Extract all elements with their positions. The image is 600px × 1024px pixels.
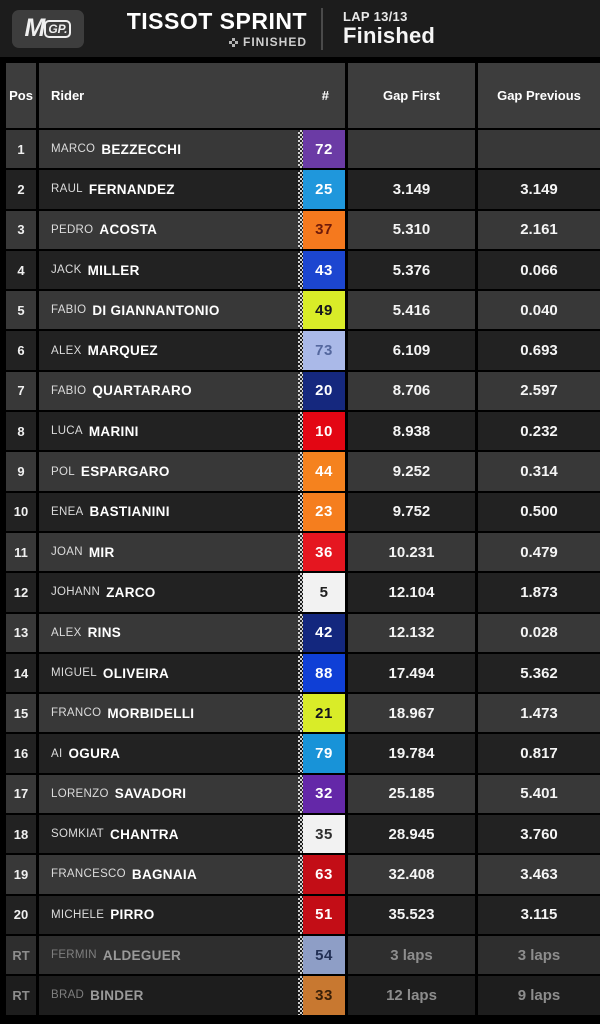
- gap-previous-value: 0.500: [478, 493, 600, 531]
- rider-first-name: JOAN: [51, 546, 83, 559]
- rider-number-value: 54: [303, 936, 345, 974]
- rider-number-plate: [298, 211, 345, 249]
- rider-number-value: 21: [303, 694, 345, 732]
- rider-cell: [39, 936, 345, 974]
- checkered-flag-icon: [229, 38, 238, 47]
- rider-first-name: ALEX: [51, 626, 82, 639]
- rider-first-name: MICHELE: [51, 908, 105, 921]
- rider-last-name: QUARTARARO: [92, 383, 192, 399]
- rider-first-name: ENEA: [51, 505, 84, 518]
- rider-first-name: FRANCO: [51, 707, 102, 720]
- rider-number-plate: [298, 855, 345, 893]
- rider-number-plate: [298, 251, 345, 289]
- rider-number-plate: [298, 412, 345, 450]
- rider-number-value: 20: [303, 372, 345, 410]
- position-value: 1: [6, 130, 36, 168]
- column-header-rider-label: Rider: [51, 88, 85, 103]
- rider-number-plate: [298, 775, 345, 813]
- position-value: 16: [6, 734, 36, 772]
- result-row[interactable]: [0, 573, 600, 611]
- position-value: 7: [6, 372, 36, 410]
- result-row[interactable]: [0, 734, 600, 772]
- result-row[interactable]: [0, 130, 600, 168]
- rider-number-plate: [298, 936, 345, 974]
- gap-first-value: 8.706: [348, 372, 475, 410]
- table-header-row: [0, 63, 600, 128]
- position-value: RT: [6, 976, 36, 1014]
- rider-cell: [39, 331, 345, 369]
- gap-first-value: [348, 130, 475, 168]
- rider-first-name: MARCO: [51, 143, 96, 156]
- gap-first-value: 5.310: [348, 211, 475, 249]
- rider-number-plate: [298, 654, 345, 692]
- header-divider: [321, 8, 323, 50]
- gap-previous-value: [478, 130, 600, 168]
- motogp-logo-m: M: [24, 14, 44, 42]
- gap-previous-value: 0.479: [478, 533, 600, 571]
- result-row[interactable]: [0, 936, 600, 974]
- rider-cell: [39, 533, 345, 571]
- rider-last-name: FERNANDEZ: [88, 181, 175, 197]
- gap-previous-value: 3.115: [478, 896, 600, 934]
- position-value: 11: [6, 533, 36, 571]
- rider-first-name: LUCA: [51, 425, 83, 438]
- gap-previous-value: 0.066: [478, 251, 600, 289]
- rider-last-name: MORBIDELLI: [107, 705, 195, 721]
- result-row[interactable]: [0, 976, 600, 1014]
- rider-number-value: 88: [303, 654, 345, 692]
- gap-first-value: 9.252: [348, 452, 475, 490]
- rider-number-plate: [298, 372, 345, 410]
- gap-previous-value: 0.040: [478, 291, 600, 329]
- rider-number-plate: [298, 614, 345, 652]
- rider-last-name: BEZZECCHI: [101, 141, 182, 157]
- rider-cell: [39, 694, 345, 732]
- gap-first-value: 18.967: [348, 694, 475, 732]
- rider-last-name: BINDER: [90, 987, 144, 1003]
- gap-first-value: 3 laps: [348, 936, 475, 974]
- rider-number-value: 10: [303, 412, 345, 450]
- rider-number-value: 49: [303, 291, 345, 329]
- rider-number-plate: [298, 573, 345, 611]
- rider-last-name: BASTIANINI: [89, 504, 170, 520]
- motogp-logo: [12, 10, 84, 48]
- result-row[interactable]: [0, 251, 600, 289]
- rider-cell: [39, 896, 345, 934]
- rider-last-name: MIR: [88, 544, 115, 560]
- gap-previous-value: 3 laps: [478, 936, 600, 974]
- result-row[interactable]: [0, 170, 600, 208]
- rider-cell: [39, 170, 345, 208]
- session-title: TISSOT SPRINT: [126, 8, 307, 34]
- rider-number-plate: [298, 291, 345, 329]
- rider-number-value: 23: [303, 493, 345, 531]
- rider-cell: [39, 251, 345, 289]
- rider-last-name: MARQUEZ: [87, 343, 158, 359]
- rider-first-name: AI: [51, 747, 63, 760]
- position-value: 13: [6, 614, 36, 652]
- rider-last-name: ALDEGUER: [102, 947, 182, 963]
- gap-previous-value: 3.149: [478, 170, 600, 208]
- rider-first-name: MIGUEL: [51, 667, 97, 679]
- gap-first-value: 8.938: [348, 412, 475, 450]
- rider-number-value: 36: [303, 533, 345, 571]
- column-header-pos: Pos: [6, 63, 36, 128]
- rider-number-plate: [298, 533, 345, 571]
- rider-number-value: 32: [303, 775, 345, 813]
- column-header-gap-previous: Gap Previous: [478, 63, 600, 128]
- rider-last-name: ZARCO: [106, 584, 156, 600]
- position-value: 18: [6, 815, 36, 853]
- rider-first-name: ALEX: [51, 344, 82, 357]
- gap-previous-value: 0.817: [478, 734, 600, 772]
- rider-number-value: 79: [303, 734, 345, 772]
- rider-number-value: 42: [303, 614, 345, 652]
- rider-number-plate: [298, 130, 345, 168]
- rider-number-value: 44: [303, 452, 345, 490]
- rider-number-value: 5: [303, 573, 345, 611]
- result-row[interactable]: [0, 694, 600, 732]
- rider-cell: [39, 452, 345, 490]
- result-row[interactable]: [0, 533, 600, 571]
- result-row[interactable]: [0, 775, 600, 813]
- rider-last-name: OLIVEIRA: [102, 665, 170, 681]
- position-value: 17: [6, 775, 36, 813]
- rider-number-plate: [298, 331, 345, 369]
- position-value: 3: [6, 211, 36, 249]
- gap-first-value: 6.109: [348, 331, 475, 369]
- gap-first-value: 35.523: [348, 896, 475, 934]
- rider-cell: [39, 654, 345, 692]
- rider-first-name: PEDRO: [51, 223, 94, 236]
- rider-number-value: 73: [303, 331, 345, 369]
- rider-number-plate: [298, 734, 345, 772]
- rider-number-value: 37: [303, 211, 345, 249]
- position-value: 2: [6, 170, 36, 208]
- result-row[interactable]: [0, 452, 600, 490]
- position-value: 4: [6, 251, 36, 289]
- gap-first-value: 3.149: [348, 170, 475, 208]
- rider-first-name: BRAD: [51, 989, 85, 1002]
- rider-number-plate: [298, 896, 345, 934]
- rider-number-plate: [298, 452, 345, 490]
- gap-first-value: 25.185: [348, 775, 475, 813]
- result-row[interactable]: [0, 412, 600, 450]
- rider-cell: [39, 734, 345, 772]
- position-value: 12: [6, 573, 36, 611]
- gap-first-value: 5.376: [348, 251, 475, 289]
- rider-number-value: 51: [303, 896, 345, 934]
- position-value: 20: [6, 896, 36, 934]
- rider-cell: [39, 976, 345, 1014]
- rider-cell: [39, 412, 345, 450]
- gap-previous-value: 2.161: [478, 211, 600, 249]
- gap-previous-value: 3.463: [478, 855, 600, 893]
- header-bar: [0, 0, 600, 57]
- result-row[interactable]: [0, 291, 600, 329]
- gap-first-value: 32.408: [348, 855, 475, 893]
- gap-first-value: 9.752: [348, 493, 475, 531]
- rider-first-name: FRANCESCO: [51, 868, 126, 881]
- rider-first-name: JACK: [51, 264, 82, 277]
- rider-cell: [39, 211, 345, 249]
- column-header-rider: [39, 63, 345, 128]
- result-row[interactable]: [0, 654, 600, 692]
- rider-number-plate: [298, 694, 345, 732]
- rider-first-name: JOHANN: [51, 586, 101, 599]
- rider-number-value: 63: [303, 855, 345, 893]
- position-value: 10: [6, 493, 36, 531]
- rider-cell: [39, 855, 345, 893]
- rider-cell: [39, 493, 345, 531]
- position-value: 15: [6, 694, 36, 732]
- rider-number-plate: [298, 170, 345, 208]
- rider-number-value: 43: [303, 251, 345, 289]
- rider-number-value: 72: [303, 130, 345, 168]
- result-row[interactable]: [0, 815, 600, 853]
- rider-last-name: MILLER: [87, 262, 140, 278]
- rider-first-name: FERMIN: [51, 949, 97, 962]
- gap-first-value: 12 laps: [348, 976, 475, 1014]
- rider-number-value: 25: [303, 170, 345, 208]
- rider-last-name: BAGNAIA: [131, 866, 198, 882]
- position-value: 19: [6, 855, 36, 893]
- lap-counter: LAP 13/13: [343, 9, 408, 24]
- gap-previous-value: 0.028: [478, 614, 600, 652]
- position-value: 14: [6, 654, 36, 692]
- rider-first-name: FABIO: [51, 304, 87, 317]
- gap-previous-value: 0.232: [478, 412, 600, 450]
- rider-last-name: ESPARGARO: [80, 464, 170, 480]
- rider-number-plate: [298, 493, 345, 531]
- gap-previous-value: 0.314: [478, 452, 600, 490]
- lap-block: [343, 9, 435, 48]
- rider-cell: [39, 573, 345, 611]
- rider-first-name: LORENZO: [51, 787, 109, 800]
- gap-previous-value: 1.473: [478, 694, 600, 732]
- gap-first-value: 17.494: [348, 654, 475, 692]
- rider-first-name: POL: [51, 465, 75, 478]
- result-row[interactable]: [0, 896, 600, 934]
- result-row[interactable]: [0, 614, 600, 652]
- gap-previous-value: 5.401: [478, 775, 600, 813]
- rider-last-name: PIRRO: [110, 907, 155, 923]
- column-header-gap-first: Gap First: [348, 63, 475, 128]
- rider-last-name: CHANTRA: [110, 826, 179, 842]
- gap-first-value: 19.784: [348, 734, 475, 772]
- rider-first-name: FABIO: [51, 384, 87, 397]
- position-value: RT: [6, 936, 36, 974]
- gap-previous-value: 2.597: [478, 372, 600, 410]
- session-status: [229, 35, 307, 49]
- rider-last-name: DI GIANNANTONIO: [92, 302, 220, 318]
- gap-first-value: 12.104: [348, 573, 475, 611]
- position-value: 9: [6, 452, 36, 490]
- position-value: 6: [6, 331, 36, 369]
- position-value: 8: [6, 412, 36, 450]
- rider-last-name: ACOSTA: [99, 222, 158, 238]
- gap-first-value: 5.416: [348, 291, 475, 329]
- rider-cell: [39, 775, 345, 813]
- rider-cell: [39, 614, 345, 652]
- rider-number-plate: [298, 976, 345, 1014]
- rider-cell: [39, 291, 345, 329]
- result-row[interactable]: [0, 372, 600, 410]
- rider-number-value: 33: [303, 976, 345, 1014]
- gap-first-value: 12.132: [348, 614, 475, 652]
- result-row[interactable]: [0, 331, 600, 369]
- lap-status: Finished: [343, 23, 436, 48]
- rider-number-value: 35: [303, 815, 345, 853]
- motogp-logo-gp: GP.: [44, 20, 71, 38]
- result-row[interactable]: [0, 855, 600, 893]
- gap-previous-value: 0.693: [478, 331, 600, 369]
- rider-last-name: MARINI: [88, 423, 139, 439]
- session-title-block: [84, 8, 307, 49]
- rider-cell: [39, 372, 345, 410]
- gap-previous-value: 9 laps: [478, 976, 600, 1014]
- gap-previous-value: 3.760: [478, 815, 600, 853]
- results-table: [0, 128, 600, 1024]
- position-value: 5: [6, 291, 36, 329]
- rider-number-plate: [298, 815, 345, 853]
- rider-last-name: OGURA: [68, 746, 121, 762]
- rider-first-name: SOMKIAT: [51, 828, 105, 841]
- column-header-number: #: [321, 88, 329, 103]
- gap-first-value: 10.231: [348, 533, 475, 571]
- rider-cell: [39, 130, 345, 168]
- gap-previous-value: 1.873: [478, 573, 600, 611]
- rider-first-name: RAUL: [51, 183, 83, 196]
- result-row[interactable]: [0, 211, 600, 249]
- rider-cell: [39, 815, 345, 853]
- result-row[interactable]: [0, 493, 600, 531]
- gap-previous-value: 5.362: [478, 654, 600, 692]
- session-status-label: FINISHED: [242, 35, 307, 49]
- rider-last-name: RINS: [87, 625, 122, 641]
- gap-first-value: 28.945: [348, 815, 475, 853]
- rider-last-name: SAVADORI: [114, 786, 187, 802]
